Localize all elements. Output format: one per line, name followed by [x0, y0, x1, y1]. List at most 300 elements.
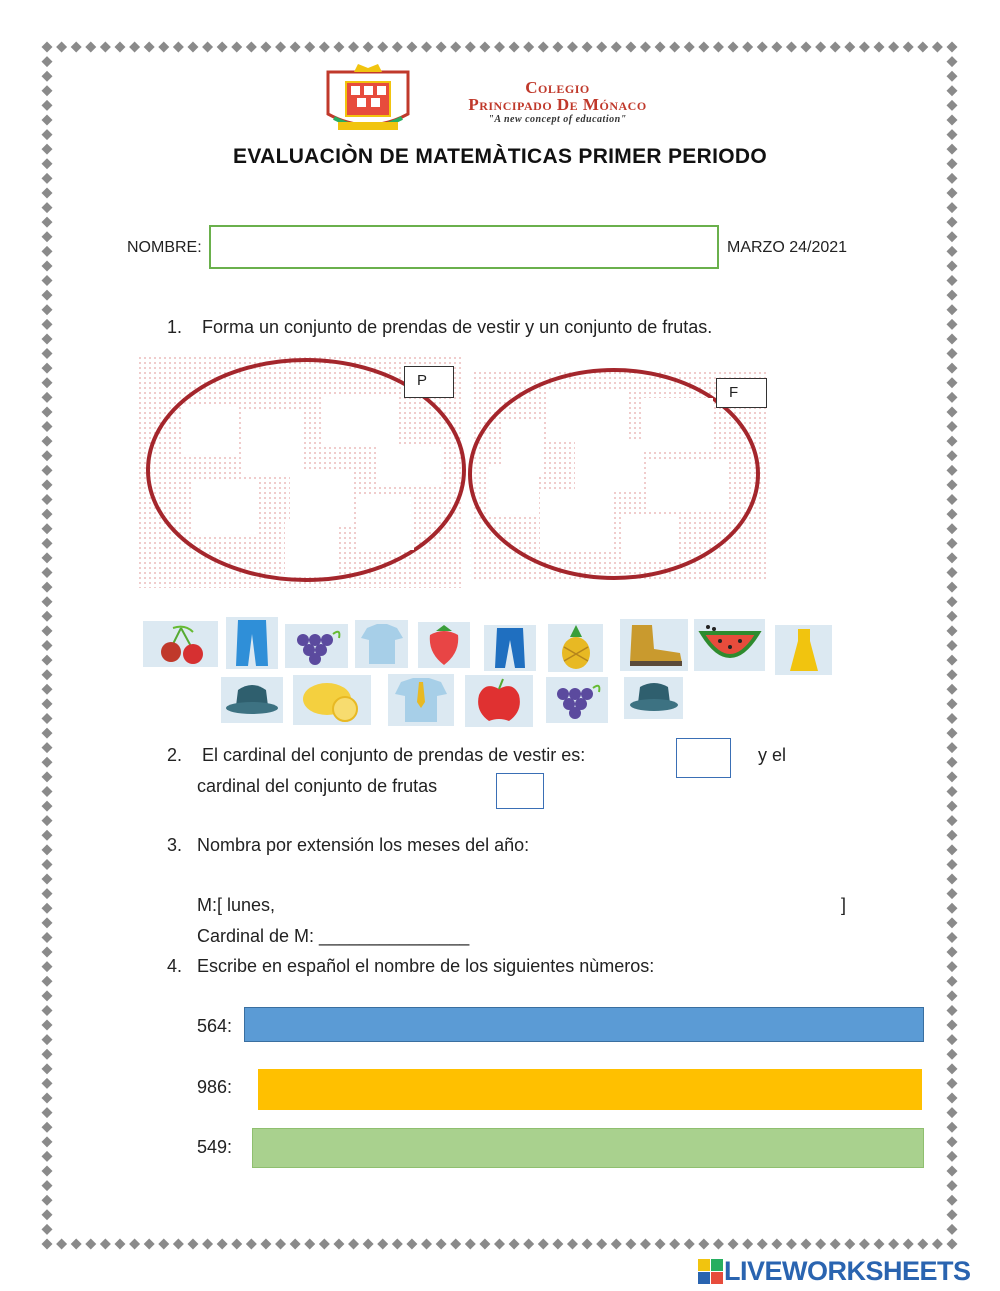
border-diamond [947, 523, 958, 534]
border-diamond [947, 85, 958, 96]
drop-zone[interactable] [489, 467, 539, 515]
grapes-icon[interactable] [285, 624, 348, 668]
border-diamond [947, 728, 958, 739]
border-diamond [830, 1239, 841, 1250]
border-diamond [947, 421, 958, 432]
q4-text: Escribe en español el nombre de los siguientes nùmeros: [197, 956, 655, 976]
border-diamond [42, 698, 53, 709]
border-diamond [947, 231, 958, 242]
border-diamond [217, 42, 228, 53]
school-name [420, 78, 695, 125]
border-diamond [71, 42, 82, 53]
drop-zone[interactable] [624, 514, 676, 560]
border-diamond [114, 1239, 125, 1250]
border-diamond [42, 1093, 53, 1104]
border-diamond [771, 42, 782, 53]
border-diamond [874, 1239, 885, 1250]
border-diamond [947, 1078, 958, 1089]
border-diamond [947, 903, 958, 914]
border-diamond [494, 1239, 505, 1250]
border-diamond [231, 42, 242, 53]
border-diamond [684, 42, 695, 53]
border-diamond [392, 42, 403, 53]
border-diamond [231, 1239, 242, 1250]
border-diamond [947, 494, 958, 505]
drop-zone[interactable] [183, 405, 239, 457]
drop-zone[interactable] [285, 520, 337, 574]
border-diamond [596, 1239, 607, 1250]
border-diamond [947, 655, 958, 666]
q2-text-c: cardinal del conjunto de frutas [197, 776, 438, 796]
border-diamond [947, 859, 958, 870]
page-title: EVALUACIÒN DE MATEMÀTICAS PRIMER PERIODO [233, 145, 767, 168]
border-diamond [42, 815, 53, 826]
number-label-564: 564: [197, 1016, 233, 1036]
border-diamond [42, 728, 53, 739]
border-diamond [815, 1239, 826, 1250]
border-diamond [669, 1239, 680, 1250]
border-diamond [42, 582, 53, 593]
border-diamond [290, 1239, 301, 1250]
border-diamond [947, 246, 958, 257]
border-diamond [42, 538, 53, 549]
border-diamond [42, 596, 53, 607]
border-diamond [85, 1239, 96, 1250]
border-diamond [596, 42, 607, 53]
border-diamond [538, 42, 549, 53]
border-diamond [947, 509, 958, 520]
border-diamond [436, 42, 447, 53]
border-diamond [625, 1239, 636, 1250]
border-diamond [947, 290, 958, 301]
apple-icon[interactable] [465, 675, 533, 727]
drop-zone[interactable] [647, 460, 729, 510]
border-diamond [947, 815, 958, 826]
dress-icon[interactable] [775, 625, 832, 675]
border-diamond [304, 42, 315, 53]
border-diamond [42, 625, 53, 636]
border-diamond [947, 640, 958, 651]
border-diamond [260, 1239, 271, 1250]
border-diamond [947, 173, 958, 184]
border-diamond [947, 450, 958, 461]
border-diamond [42, 567, 53, 578]
border-diamond [947, 465, 958, 476]
border-diamond [260, 42, 271, 53]
border-diamond [947, 71, 958, 82]
cardinal-clothes-input[interactable] [676, 738, 731, 778]
border-diamond [947, 552, 958, 563]
border-diamond [947, 275, 958, 286]
border-diamond [42, 100, 53, 111]
school-motto: "A new concept of education" [488, 114, 627, 125]
border-diamond [42, 786, 53, 797]
drop-zone[interactable] [356, 496, 414, 550]
q2-text-b: y el [758, 745, 787, 765]
drop-zone[interactable] [376, 446, 444, 486]
border-diamond [436, 1239, 447, 1250]
border-diamond [392, 1239, 403, 1250]
border-diamond [728, 42, 739, 53]
border-diamond [494, 42, 505, 53]
number-label-986: 986: [197, 1077, 233, 1097]
q3-text: Nombra por extensión los meses del año: [197, 835, 530, 855]
strawberry-icon[interactable] [418, 622, 470, 668]
border-diamond [947, 479, 958, 490]
border-diamond [42, 319, 53, 330]
border-diamond [42, 844, 53, 855]
border-diamond [538, 1239, 549, 1250]
border-diamond [275, 1239, 286, 1250]
border-diamond [947, 406, 958, 417]
border-diamond [903, 1239, 914, 1250]
border-diamond [42, 640, 53, 651]
border-diamond [246, 1239, 257, 1250]
border-diamond [917, 1239, 928, 1250]
number-input-564[interactable] [244, 1007, 924, 1042]
border-diamond [42, 552, 53, 563]
border-diamond [42, 114, 53, 125]
border-diamond [42, 713, 53, 724]
border-diamond [947, 1034, 958, 1045]
hat-icon[interactable] [624, 677, 683, 719]
months-input[interactable] [298, 891, 838, 919]
border-diamond [947, 771, 958, 782]
border-diamond [947, 1107, 958, 1118]
cherries-icon[interactable] [143, 621, 218, 667]
border-diamond [42, 173, 53, 184]
border-diamond [713, 42, 724, 53]
border-diamond [947, 976, 958, 987]
drop-zone[interactable] [323, 395, 397, 445]
border-diamond [42, 246, 53, 257]
border-diamond [42, 421, 53, 432]
border-diamond [42, 1034, 53, 1045]
border-diamond [42, 917, 53, 928]
border-diamond [947, 260, 958, 271]
border-diamond [859, 1239, 870, 1250]
border-diamond [786, 1239, 797, 1250]
hat-icon[interactable] [221, 677, 283, 723]
border-diamond [947, 56, 958, 67]
border-diamond [947, 1049, 958, 1060]
pants-icon[interactable] [226, 617, 278, 669]
pineapple-icon[interactable] [548, 624, 603, 672]
border-diamond [42, 976, 53, 987]
border-diamond [42, 85, 53, 96]
border-diamond [947, 1151, 958, 1162]
border-diamond [742, 42, 753, 53]
border-diamond [947, 348, 958, 359]
border-diamond [42, 859, 53, 870]
border-diamond [42, 1166, 53, 1177]
watermelon-icon[interactable] [694, 619, 765, 671]
border-diamond [757, 42, 768, 53]
border-diamond [100, 1239, 111, 1250]
border-diamond [42, 129, 53, 140]
number-input-986[interactable] [258, 1069, 922, 1110]
border-diamond [947, 100, 958, 111]
border-diamond [947, 217, 958, 228]
liveworksheets-logo [698, 1256, 971, 1287]
border-diamond [42, 494, 53, 505]
border-diamond [947, 917, 958, 928]
number-input-549[interactable] [252, 1128, 924, 1168]
border-diamond [655, 42, 666, 53]
border-diamond [56, 1239, 67, 1250]
border-diamond [42, 961, 53, 972]
border-diamond [947, 596, 958, 607]
border-diamond [640, 1239, 651, 1250]
border-diamond [42, 742, 53, 753]
border-diamond [42, 1224, 53, 1235]
border-diamond [42, 1107, 53, 1118]
border-diamond [42, 509, 53, 520]
border-diamond [523, 42, 534, 53]
drop-zone[interactable] [290, 470, 352, 526]
border-diamond [874, 42, 885, 53]
border-diamond [947, 625, 958, 636]
border-diamond [42, 1005, 53, 1016]
border-diamond [42, 465, 53, 476]
border-diamond [947, 1166, 958, 1177]
drop-zone[interactable] [546, 389, 626, 441]
border-diamond [42, 801, 53, 812]
border-diamond [100, 42, 111, 53]
border-diamond [363, 1239, 374, 1250]
border-diamond [947, 202, 958, 213]
border-diamond [42, 290, 53, 301]
border-diamond [319, 1239, 330, 1250]
boot-icon[interactable] [620, 619, 688, 671]
q2-text-a: El cardinal del conjunto de prendas de vestir es: [202, 745, 586, 765]
border-diamond [947, 1195, 958, 1206]
border-diamond [932, 1239, 943, 1250]
grapes-icon[interactable] [546, 677, 608, 723]
border-diamond [611, 42, 622, 53]
border-diamond [465, 1239, 476, 1250]
border-diamond [42, 1239, 53, 1250]
border-diamond [947, 1239, 958, 1250]
border-diamond [684, 1239, 695, 1250]
border-diamond [42, 830, 53, 841]
border-diamond [947, 333, 958, 344]
border-diamond [42, 260, 53, 271]
drop-zone[interactable] [540, 492, 612, 550]
border-diamond [42, 392, 53, 403]
drop-zone[interactable] [191, 479, 259, 537]
border-diamond [42, 990, 53, 1001]
border-diamond [42, 888, 53, 899]
months-set-line: M:[ lunes, [197, 895, 276, 915]
border-diamond [348, 1239, 359, 1250]
border-diamond [42, 71, 53, 82]
border-diamond [523, 1239, 534, 1250]
shirt-tie-icon[interactable] [388, 674, 454, 726]
border-diamond [450, 42, 461, 53]
border-diamond [947, 567, 958, 578]
border-diamond [640, 42, 651, 53]
border-diamond [932, 42, 943, 53]
border-diamond [567, 42, 578, 53]
border-diamond [801, 1239, 812, 1250]
border-diamond [421, 1239, 432, 1250]
border-diamond [217, 1239, 228, 1250]
cardinal-m-line: Cardinal de M: _______________ [197, 926, 470, 946]
border-diamond [947, 757, 958, 768]
border-diamond [728, 1239, 739, 1250]
border-diamond [158, 42, 169, 53]
border-diamond [42, 217, 53, 228]
border-diamond [947, 713, 958, 724]
border-diamond [844, 1239, 855, 1250]
border-diamond [830, 42, 841, 53]
border-diamond [42, 1195, 53, 1206]
border-diamond [56, 42, 67, 53]
border-diamond [947, 801, 958, 812]
q3-number: 3. [167, 835, 183, 855]
border-diamond [42, 932, 53, 943]
border-diamond [42, 377, 53, 388]
border-diamond [42, 1122, 53, 1133]
border-diamond [158, 1239, 169, 1250]
border-diamond [947, 129, 958, 140]
set-p-label-box: P [404, 366, 454, 398]
border-diamond [947, 114, 958, 125]
border-diamond [698, 42, 709, 53]
border-diamond [947, 377, 958, 388]
border-diamond [947, 611, 958, 622]
border-diamond [42, 231, 53, 242]
name-input[interactable] [209, 225, 719, 269]
border-diamond [42, 187, 53, 198]
border-diamond [42, 655, 53, 666]
border-diamond [129, 1239, 140, 1250]
border-diamond [173, 42, 184, 53]
border-diamond [363, 42, 374, 53]
border-diamond [947, 42, 958, 53]
border-diamond [844, 42, 855, 53]
border-diamond [71, 1239, 82, 1250]
border-diamond [42, 1078, 53, 1089]
border-diamond [947, 582, 958, 593]
border-diamond [42, 1180, 53, 1191]
border-diamond [947, 742, 958, 753]
border-diamond [947, 1005, 958, 1016]
border-diamond [42, 1063, 53, 1074]
border-diamond [947, 187, 958, 198]
border-diamond [947, 1020, 958, 1031]
border-diamond [947, 698, 958, 709]
border-diamond [757, 1239, 768, 1250]
border-diamond [582, 42, 593, 53]
border-diamond [42, 1151, 53, 1162]
jeans-icon[interactable] [484, 625, 536, 671]
border-diamond [42, 202, 53, 213]
border-diamond [947, 319, 958, 330]
lemon-icon[interactable] [293, 675, 371, 725]
cardinal-fruits-input[interactable] [496, 773, 544, 809]
border-diamond [552, 1239, 563, 1250]
border-diamond [625, 42, 636, 53]
border-diamond [246, 42, 257, 53]
liveworksheets-badge-icon [698, 1259, 724, 1285]
border-diamond [713, 1239, 724, 1250]
border-diamond [42, 56, 53, 67]
border-diamond [567, 1239, 578, 1250]
border-diamond [947, 1136, 958, 1147]
border-diamond [888, 1239, 899, 1250]
border-diamond [947, 786, 958, 797]
border-diamond [947, 1063, 958, 1074]
border-diamond [114, 42, 125, 53]
name-label: NOMBRE: [127, 239, 202, 256]
border-diamond [202, 1239, 213, 1250]
q2-number: 2. [167, 745, 183, 765]
border-diamond [42, 523, 53, 534]
shirt-icon[interactable] [355, 620, 408, 668]
border-diamond [187, 42, 198, 53]
border-diamond [947, 1180, 958, 1191]
drop-zone[interactable] [242, 410, 302, 474]
q1-text: Forma un conjunto de prendas de vestir y un conjunto de frutas. [202, 317, 713, 337]
border-diamond [42, 363, 53, 374]
border-diamond [42, 771, 53, 782]
border-diamond [377, 1239, 388, 1250]
border-diamond [85, 42, 96, 53]
border-diamond [947, 1209, 958, 1220]
border-diamond [42, 1209, 53, 1220]
border-diamond [42, 1136, 53, 1147]
date-label: MARZO 24/2021 [727, 239, 848, 256]
border-diamond [450, 1239, 461, 1250]
border-diamond [582, 1239, 593, 1250]
border-diamond [479, 1239, 490, 1250]
border-diamond [187, 1239, 198, 1250]
border-diamond [42, 874, 53, 885]
border-diamond [947, 947, 958, 958]
border-diamond [406, 1239, 417, 1250]
border-diamond [348, 42, 359, 53]
border-diamond [479, 42, 490, 53]
drop-zone[interactable] [643, 398, 713, 450]
border-diamond [42, 479, 53, 490]
school-line2: Principado De Mónaco [468, 95, 647, 114]
border-diamond [771, 1239, 782, 1250]
border-diamond [947, 1122, 958, 1133]
border-diamond [42, 275, 53, 286]
border-diamond [947, 669, 958, 680]
school-line1: Colegio [525, 78, 590, 97]
border-diamond [947, 304, 958, 315]
border-diamond [947, 874, 958, 885]
border-diamond [903, 42, 914, 53]
border-diamond [947, 436, 958, 447]
border-diamond [552, 42, 563, 53]
border-diamond [947, 830, 958, 841]
border-diamond [42, 669, 53, 680]
school-crest-icon [318, 64, 418, 136]
set-f-label-box: F [716, 378, 767, 408]
drop-zone[interactable] [575, 442, 643, 492]
border-diamond [917, 42, 928, 53]
border-diamond [42, 42, 53, 53]
border-diamond [129, 42, 140, 53]
border-diamond [304, 1239, 315, 1250]
border-diamond [421, 42, 432, 53]
border-diamond [202, 42, 213, 53]
border-diamond [509, 1239, 520, 1250]
